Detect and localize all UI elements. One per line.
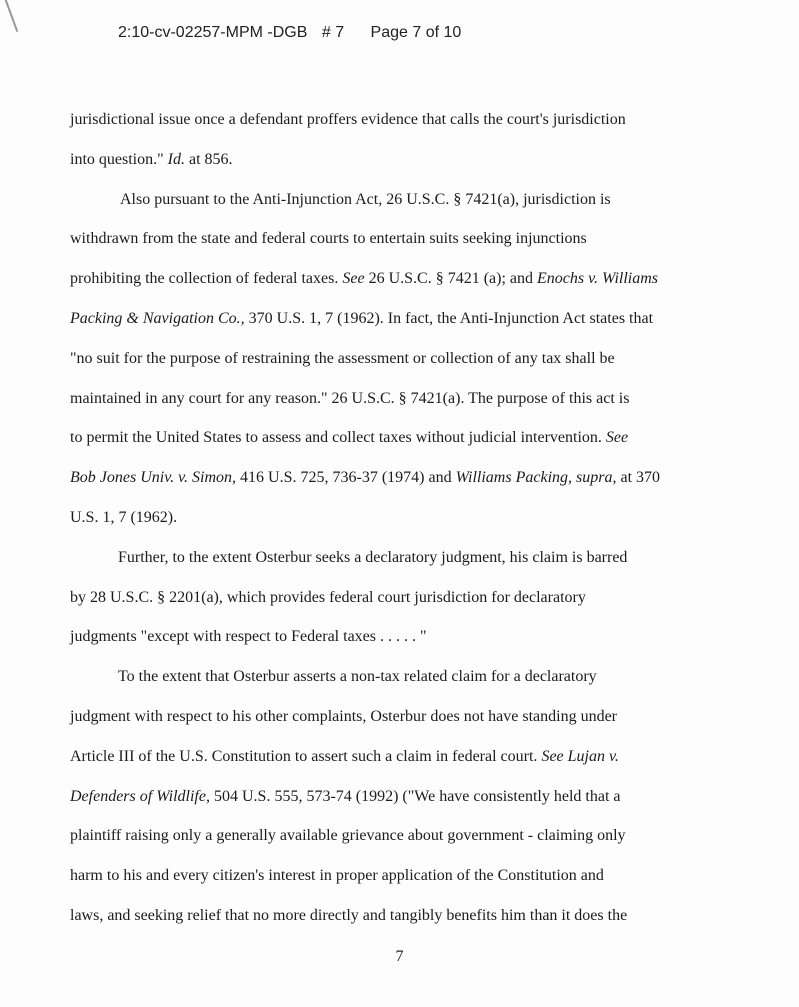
text-line: U.S. 1, 7 (1962).: [70, 508, 178, 526]
text-line: by 28 U.S.C. § 2201(a), which provides federal court jurisdiction for declaratory: [70, 588, 586, 606]
paragraph-start-line: Further, to the extent Osterbur seeks a declaratory judgment, his claim is barred: [118, 548, 628, 566]
text-line: jurisdictional issue once a defendant proffers evidence that calls the court's jurisdiction: [70, 111, 626, 128]
text-line: withdrawn from the state and federal courts to entertain suits seeking injunctions: [70, 230, 587, 248]
text-line: Article III of the U.S. Constitution to assert such a claim in federal court. See Lujan v.: [70, 747, 619, 765]
text-line: plaintiff raising only a generally available grievance about government - claiming only: [70, 827, 626, 845]
page-header: [118, 24, 461, 42]
paragraph-start-line: Also pursuant to the Anti-Injunction Act, 26 U.S.C. § 7421(a), jurisdiction is: [120, 190, 611, 208]
text-line: "no suit for the purpose of restraining the assessment or collection of any tax shall be: [70, 349, 615, 367]
text-line: maintained in any court for any reason." 26 U.S.C. § 7421(a). The purpose of this act is: [70, 389, 630, 407]
text-line: Packing & Navigation Co., 370 U.S. 1, 7 (1962). In fact, the Anti-Injunction Act states that: [70, 309, 654, 327]
text-line: judgments "except with respect to Federal taxes . . . . . ": [70, 628, 427, 646]
text-line: prohibiting the collection of federal taxes. See 26 U.S.C. § 7421 (a); and Enochs v. Williams: [70, 270, 659, 288]
page-label: Page 7 of 10: [370, 24, 462, 41]
text-line: Bob Jones Univ. v. Simon, 416 U.S. 725, 736-37 (1974) and Williams Packing, supra, at 370: [70, 469, 661, 487]
text-line: to permit the United States to assess and collect taxes without judicial intervention. See: [70, 429, 629, 447]
case-number: 2:10-cv-02257-MPM -DGB: [118, 24, 308, 41]
text-line: Defenders of Wildlife, 504 U.S. 555, 573-74 (1992) ("We have consistently held that a: [70, 787, 621, 805]
text-line: laws, and seeking relief that no more directly and tangibly benefits him than it does the: [70, 906, 628, 924]
document-number: # 7: [321, 24, 345, 41]
page-number: 7: [395, 948, 404, 965]
body-text: [70, 100, 720, 936]
text-line: harm to his and every citizen's interest in proper application of the Constitution and: [70, 867, 604, 885]
paragraph-start-line: To the extent that Osterbur asserts a non-tax related claim for a declaratory: [118, 668, 597, 686]
scan-corner-mark: [0, 0, 18, 38]
text-line: judgment with respect to his other complaints, Osterbur does not have standing under: [70, 707, 617, 725]
text-line: into question." Id. at 856.: [70, 150, 233, 168]
